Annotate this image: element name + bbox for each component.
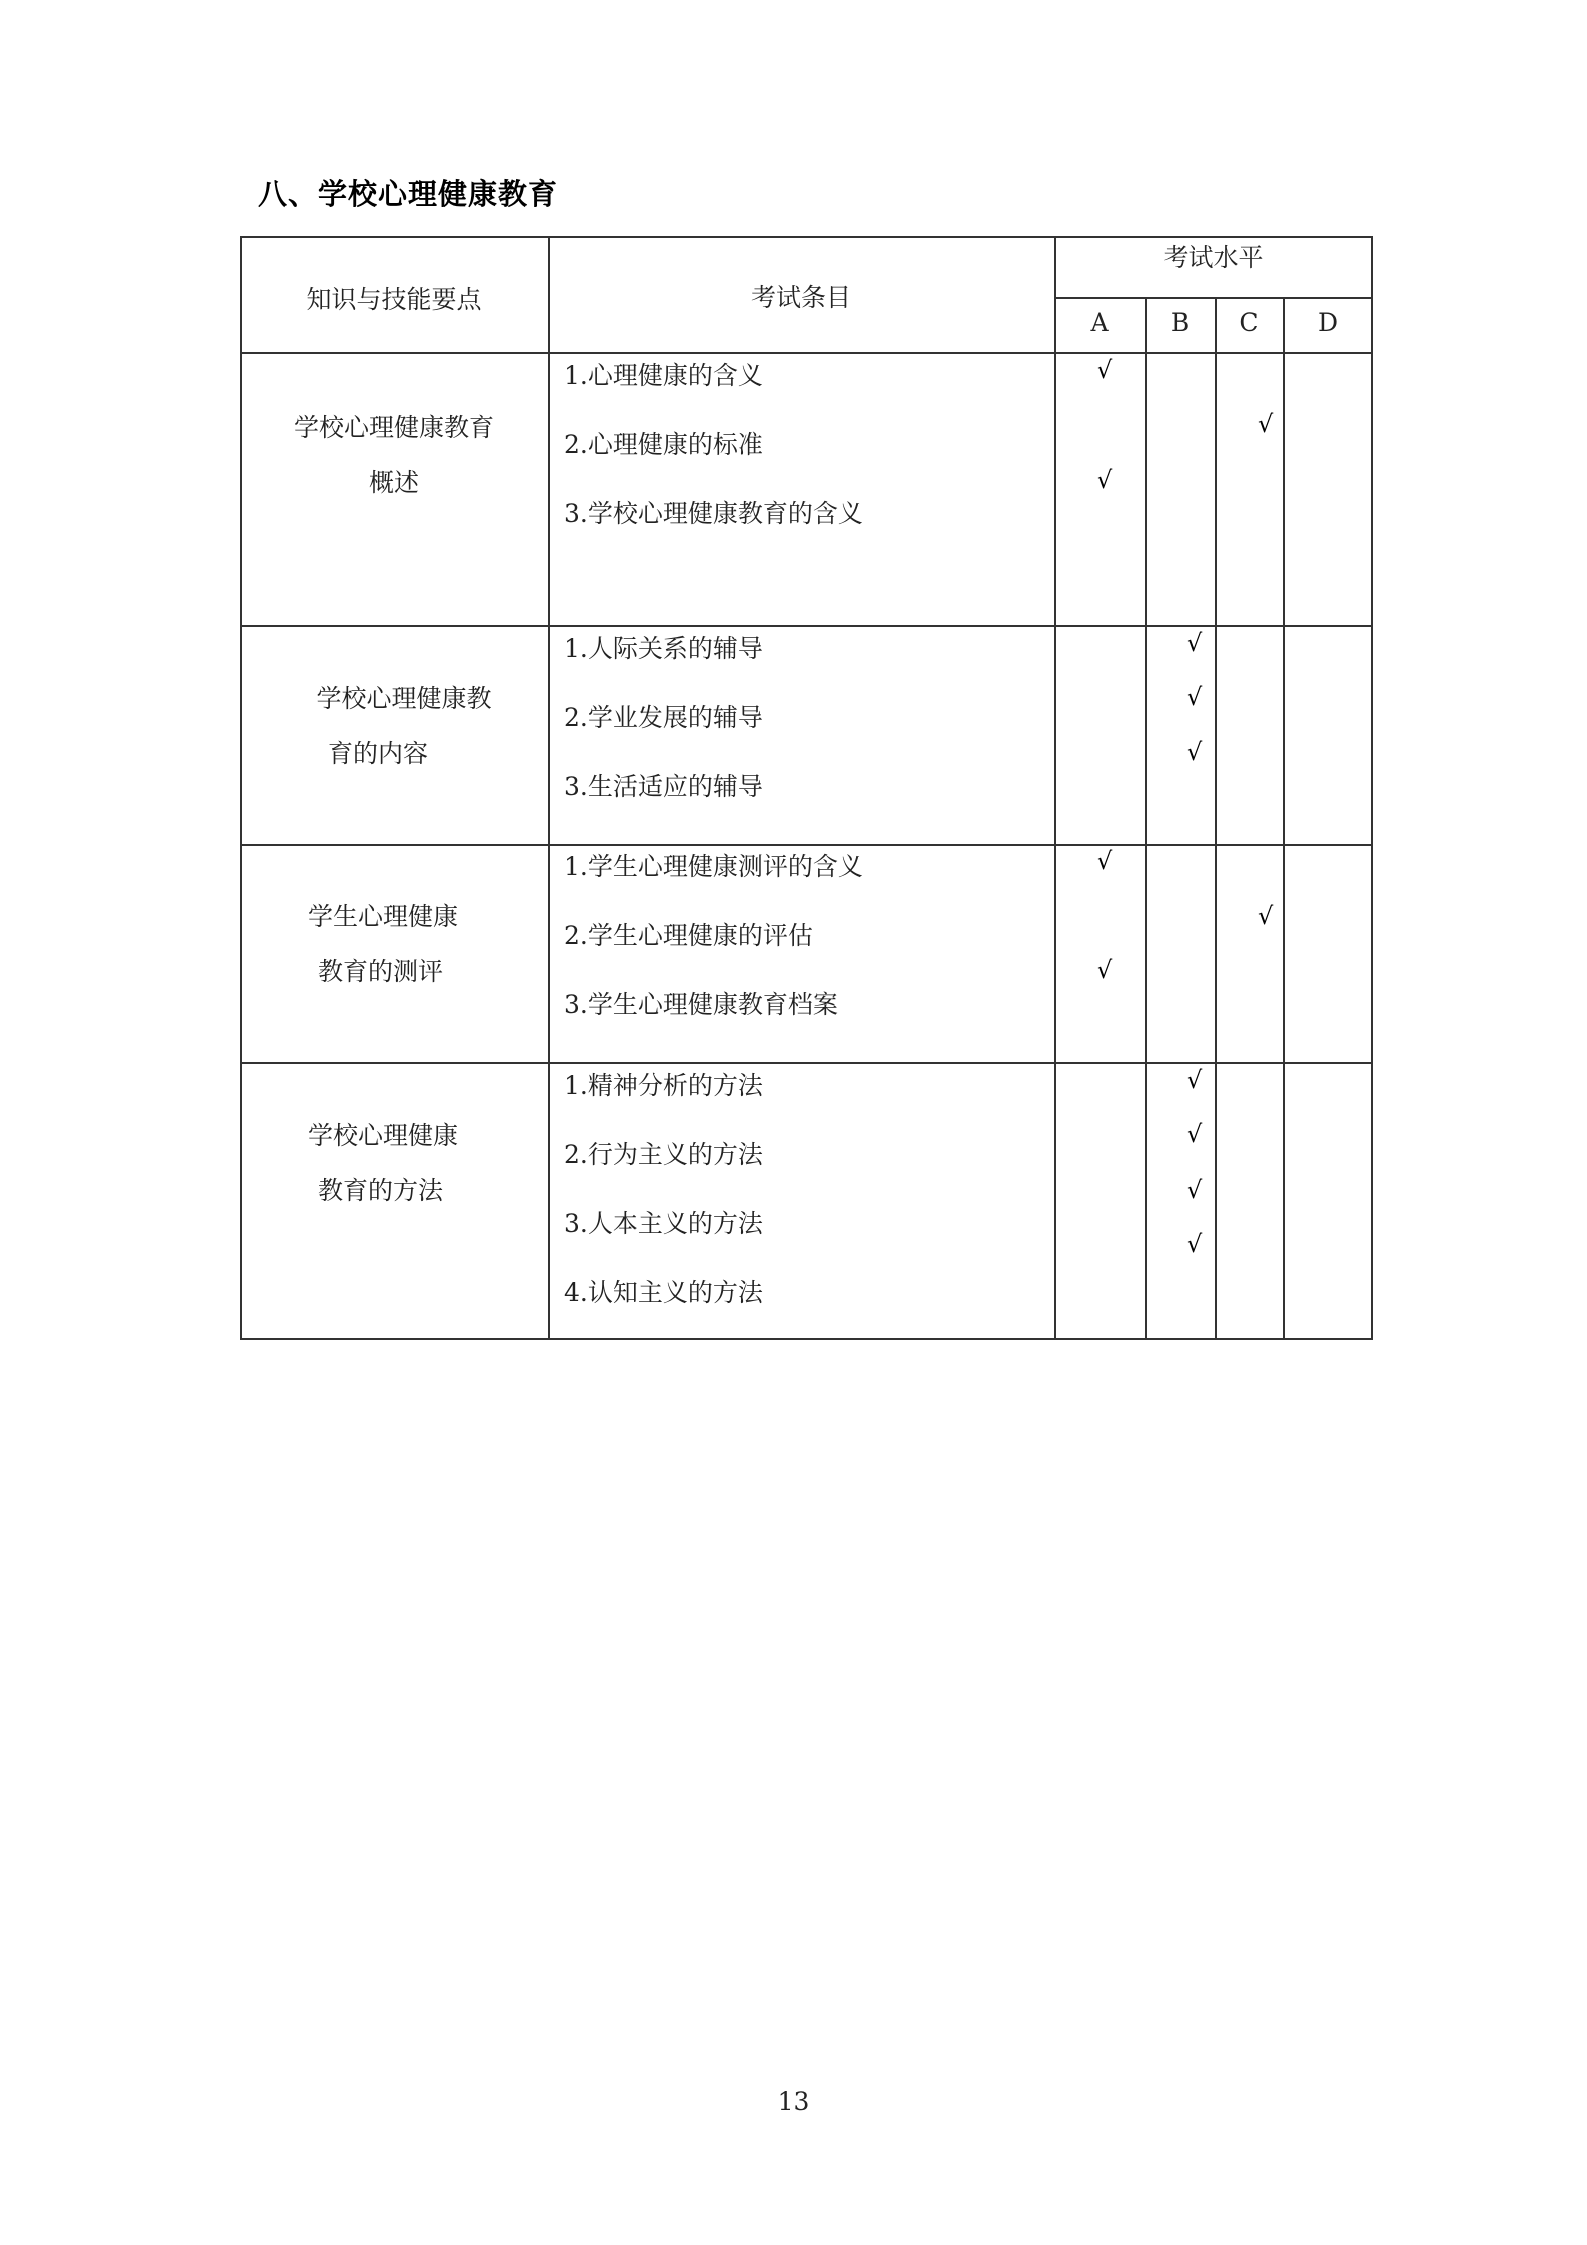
header-level-b: B <box>1170 308 1190 337</box>
exam-item: 1.学生心理健康测评的含义 <box>564 852 863 881</box>
check-mark-icon: √ <box>1097 847 1113 875</box>
row-divider <box>240 1062 1373 1064</box>
exam-item: 2.学业发展的辅导 <box>564 703 763 732</box>
topic-line: 教育的测评 <box>318 957 444 986</box>
exam-item: 2.心理健康的标准 <box>564 430 763 459</box>
header-level-a: A <box>1090 308 1109 337</box>
header-level-c: C <box>1239 308 1259 337</box>
exam-item: 1.人际关系的辅导 <box>564 634 763 663</box>
header-exam-items: 考试条目 <box>750 283 851 312</box>
check-mark-icon: √ <box>1187 1176 1203 1204</box>
row-divider <box>240 844 1373 846</box>
topic-line: 学校心理健康教 <box>316 684 492 713</box>
exam-item: 3.学校心理健康教育的含义 <box>564 499 863 528</box>
table-border-left <box>240 236 242 1340</box>
header-exam-level: 考试水平 <box>1163 243 1264 272</box>
topic-line: 概述 <box>368 468 419 497</box>
check-mark-icon: √ <box>1187 1120 1203 1148</box>
check-mark-icon: √ <box>1097 356 1113 384</box>
exam-item: 3.生活适应的辅导 <box>564 772 763 801</box>
check-mark-icon: √ <box>1187 1230 1203 1258</box>
table-border-bottom <box>240 1338 1373 1340</box>
exam-item: 3.人本主义的方法 <box>564 1209 763 1238</box>
check-mark-icon: √ <box>1187 738 1203 766</box>
header-knowledge-points: 知识与技能要点 <box>306 285 482 314</box>
exam-item: 1.精神分析的方法 <box>564 1071 763 1100</box>
check-mark-icon: √ <box>1258 902 1274 930</box>
col-divider <box>1283 297 1285 1340</box>
exam-item: 1.心理健康的含义 <box>564 361 763 390</box>
col-divider <box>548 236 550 1340</box>
col-divider <box>1054 236 1056 1340</box>
header-bottom-line <box>240 352 1373 354</box>
topic-line: 学生心理健康 <box>308 902 459 931</box>
exam-item: 2.学生心理健康的评估 <box>564 921 813 950</box>
topic-line: 学校心理健康 <box>308 1121 459 1150</box>
col-divider <box>1145 297 1147 1340</box>
topic-line: 学校心理健康教育 <box>293 413 494 442</box>
table-border-right <box>1371 236 1373 1340</box>
page-number: 13 <box>777 2087 810 2116</box>
check-mark-icon: √ <box>1187 683 1203 711</box>
header-level-d: D <box>1317 308 1339 337</box>
topic-line: 教育的方法 <box>318 1176 444 1205</box>
exam-item: 4.认知主义的方法 <box>564 1278 763 1307</box>
exam-requirements-table <box>240 236 1373 1339</box>
col-divider <box>1215 297 1217 1340</box>
exam-item: 2.行为主义的方法 <box>564 1140 763 1169</box>
check-mark-icon: √ <box>1187 1066 1203 1094</box>
level-subheader-line <box>1054 297 1373 299</box>
check-mark-icon: √ <box>1258 410 1274 438</box>
check-mark-icon: √ <box>1097 466 1113 494</box>
check-mark-icon: √ <box>1187 629 1203 657</box>
exam-item: 3.学生心理健康教育档案 <box>564 990 838 1019</box>
section-title: 八、学校心理健康教育 <box>258 177 559 211</box>
row-divider <box>240 625 1373 627</box>
check-mark-icon: √ <box>1097 956 1113 984</box>
topic-line: 育的内容 <box>328 739 429 768</box>
